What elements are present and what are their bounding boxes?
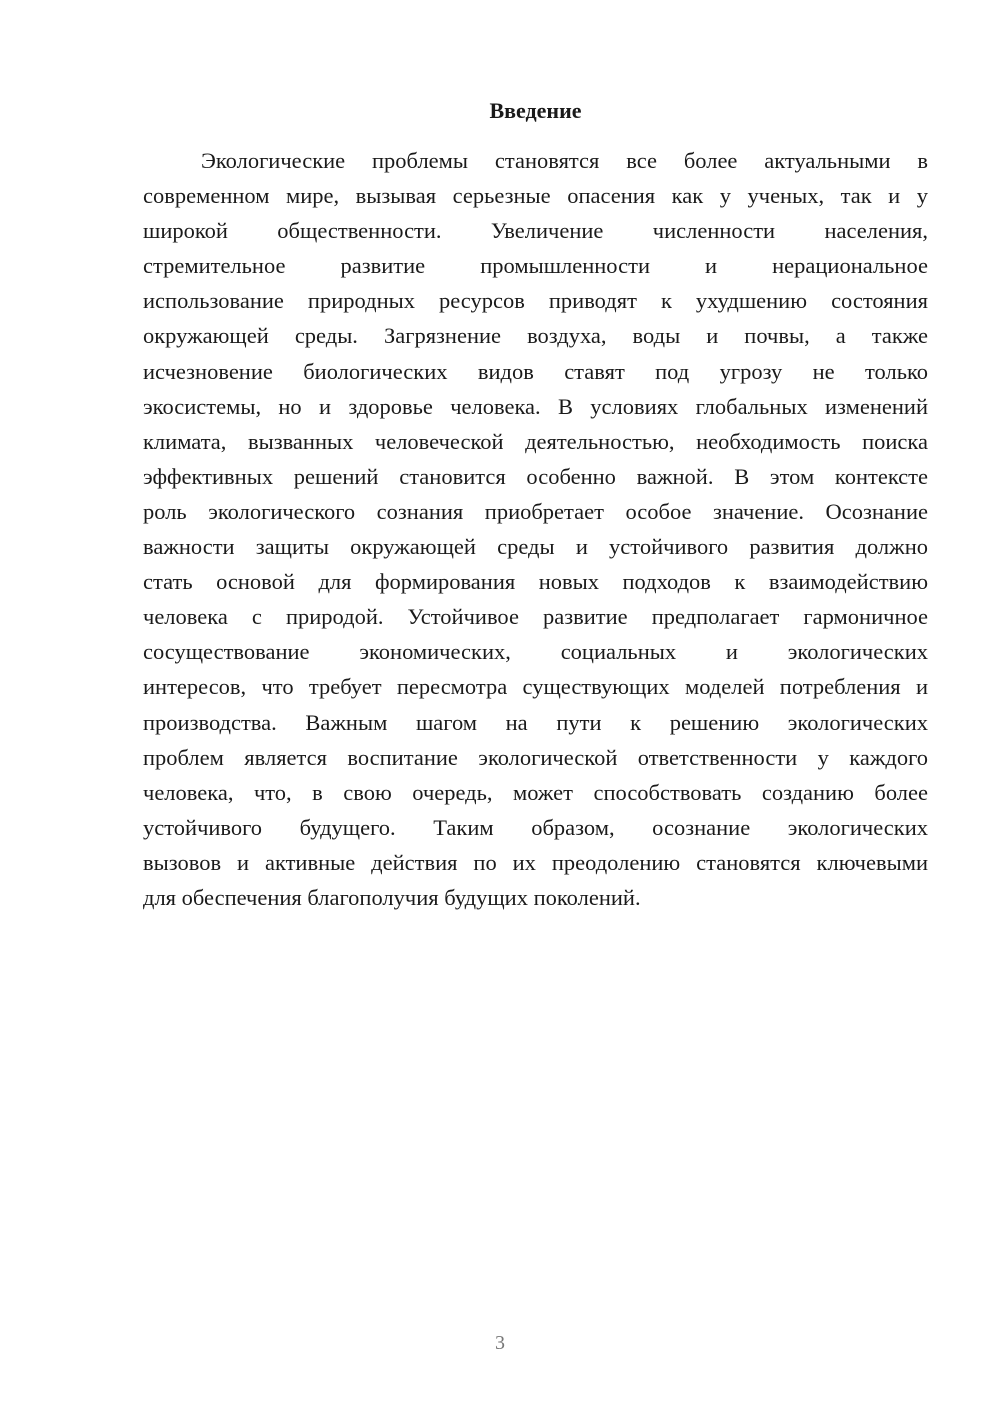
paragraph-line: сосуществование экономических, социальных и экологических xyxy=(143,639,928,665)
paragraph-line: широкой общественности. Увеличение численности населения, xyxy=(143,218,928,244)
paragraph-line: исчезновение биологических видов ставят под угрозу не только xyxy=(143,358,928,384)
paragraph-line: проблем является воспитание экологической ответственности у каждого xyxy=(143,744,928,770)
paragraph-line: для обеспечения благополучия будущих поколений. xyxy=(143,884,641,910)
paragraph-line: использование природных ресурсов приводят к ухудшению состояния xyxy=(143,288,928,314)
paragraph-line: человека с природой. Устойчивое развитие предполагает гармоничное xyxy=(143,604,928,630)
page-number: 3 xyxy=(495,1332,505,1354)
paragraph-line: Экологические проблемы становятся все более актуальными в xyxy=(201,148,928,173)
paragraph-line: интересов, что требует пересмотра существующих моделей потребления и xyxy=(143,674,928,700)
paragraph-line: вызовов и активные действия по их преодолению становятся ключевыми xyxy=(143,849,928,875)
paragraph-line: производства. Важным шагом на пути к решению экологических xyxy=(143,709,928,735)
paragraph-line: важности защиты окружающей среды и устойчивого развития должно xyxy=(143,534,928,560)
section-heading: Введение xyxy=(489,98,582,123)
paragraph-line: устойчивого будущего. Таким образом, осознание экологических xyxy=(143,814,928,840)
paragraph-line: стремительное развитие промышленности и нерациональное xyxy=(143,253,928,279)
paragraph-line: роль экологического сознания приобретает особое значение. Осознание xyxy=(143,498,928,524)
paragraph-line: климата, вызванных человеческой деятельностью, необходимость поиска xyxy=(143,428,928,454)
paragraph-line: окружающей среды. Загрязнение воздуха, воды и почвы, а также xyxy=(143,323,928,349)
paragraph-line: эффективных решений становится особенно важной. В этом контексте xyxy=(143,463,928,489)
paragraph-line: современном мире, вызывая серьезные опасения как у ученых, так и у xyxy=(143,183,928,209)
introduction-paragraph xyxy=(143,143,928,915)
paragraph-line: человека, что, в свою очередь, может способствовать созданию более xyxy=(143,779,928,805)
paragraph-line: экосистемы, но и здоровье человека. В условиях глобальных изменений xyxy=(143,393,928,419)
paragraph-line: стать основой для формирования новых подходов к взаимодействию xyxy=(143,569,928,595)
